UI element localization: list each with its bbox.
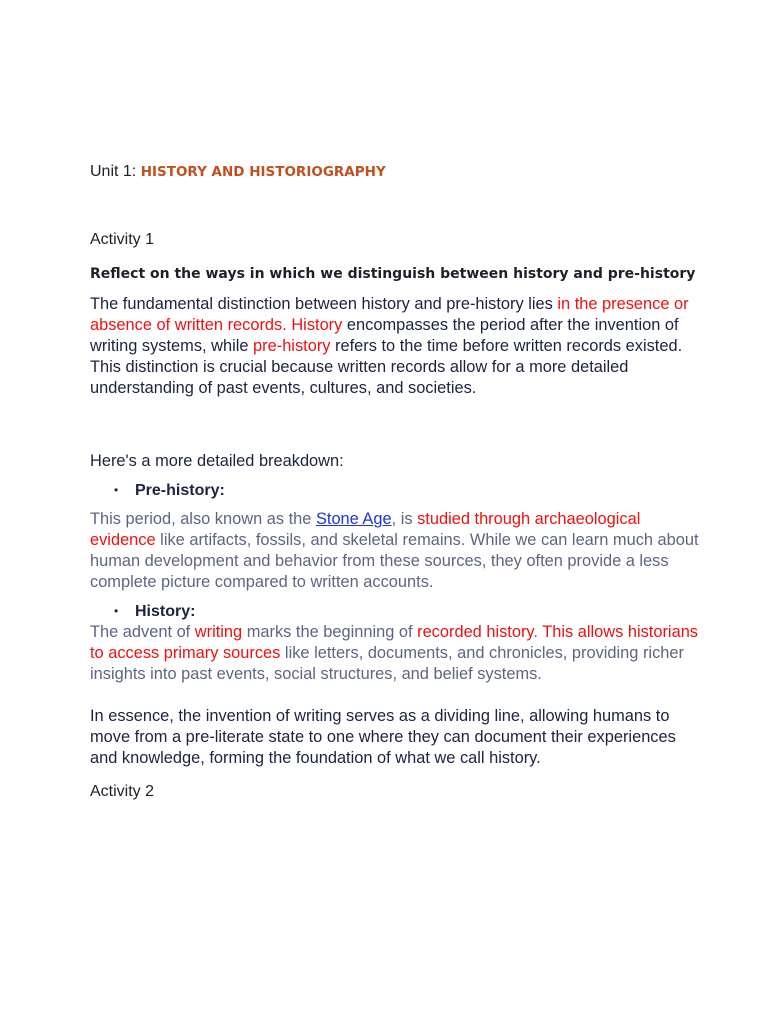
text-span: This period, also known as the [90, 510, 316, 528]
highlight-span: studied through archaeological evidence [90, 510, 641, 549]
text-span: The fundamental distinction between history and pre-history lies [90, 295, 558, 313]
text-span: refers to the time before written records existed. This distinction is crucial because written records allow for a more detailed understanding of past events, cultures, and societies. [90, 337, 683, 397]
activity-1-prompt: Reflect on the ways in which we distinguish between history and pre-history [90, 266, 696, 282]
distinction-paragraph [90, 294, 700, 399]
prehistory-heading: Pre-history: [135, 482, 225, 499]
stone-age-link[interactable]: Stone Age [315, 510, 392, 528]
bullet-history [90, 601, 700, 622]
highlight-span: recorded history [417, 623, 534, 641]
highlight-span: This allows historians to access primary sources [90, 623, 699, 662]
unit-heading [90, 162, 700, 182]
essence-paragraph: In essence, the invention of writing serves as a dividing line, allowing humans to move from a pre-literate state to one where they can document their experiences and knowledge, forming the foundation of what we call history. [90, 707, 676, 767]
text-span: marks the beginning of [242, 623, 418, 641]
prehistory-paragraph [90, 509, 700, 593]
bullet-icon: • [114, 483, 119, 497]
activity-2-label: Activity 2 [90, 783, 155, 800]
bullet-prehistory [90, 480, 700, 501]
text-span: . [533, 623, 543, 641]
history-paragraph [90, 622, 700, 685]
text-span: encompasses the period after the invention of writing systems, while [90, 316, 679, 355]
highlight-span: writing [194, 623, 243, 641]
activity-1-label: Activity 1 [90, 231, 155, 248]
breakdown-intro: Here's a more detailed breakdown: [90, 452, 344, 470]
unit-prefix: Unit 1: [90, 163, 141, 180]
text-span: like letters, documents, and chronicles, providing richer insights into past events, social structures, and belief systems. [90, 644, 684, 683]
text-span: , is [391, 510, 418, 528]
highlight-span: pre-history [253, 337, 331, 355]
bullet-icon: • [114, 604, 119, 618]
unit-title: HISTORY AND HISTORIOGRAPHY [140, 164, 386, 180]
text-span: like artifacts, fossils, and skeletal remains. While we can learn much about human development and behavior from these sources, they often provide a less complete picture compared to written accounts. [90, 531, 699, 591]
history-heading: History: [135, 603, 196, 620]
document-body [90, 162, 700, 802]
text-span: The advent of [90, 623, 195, 641]
highlight-span: in the presence or absence of written records. History [90, 295, 689, 334]
